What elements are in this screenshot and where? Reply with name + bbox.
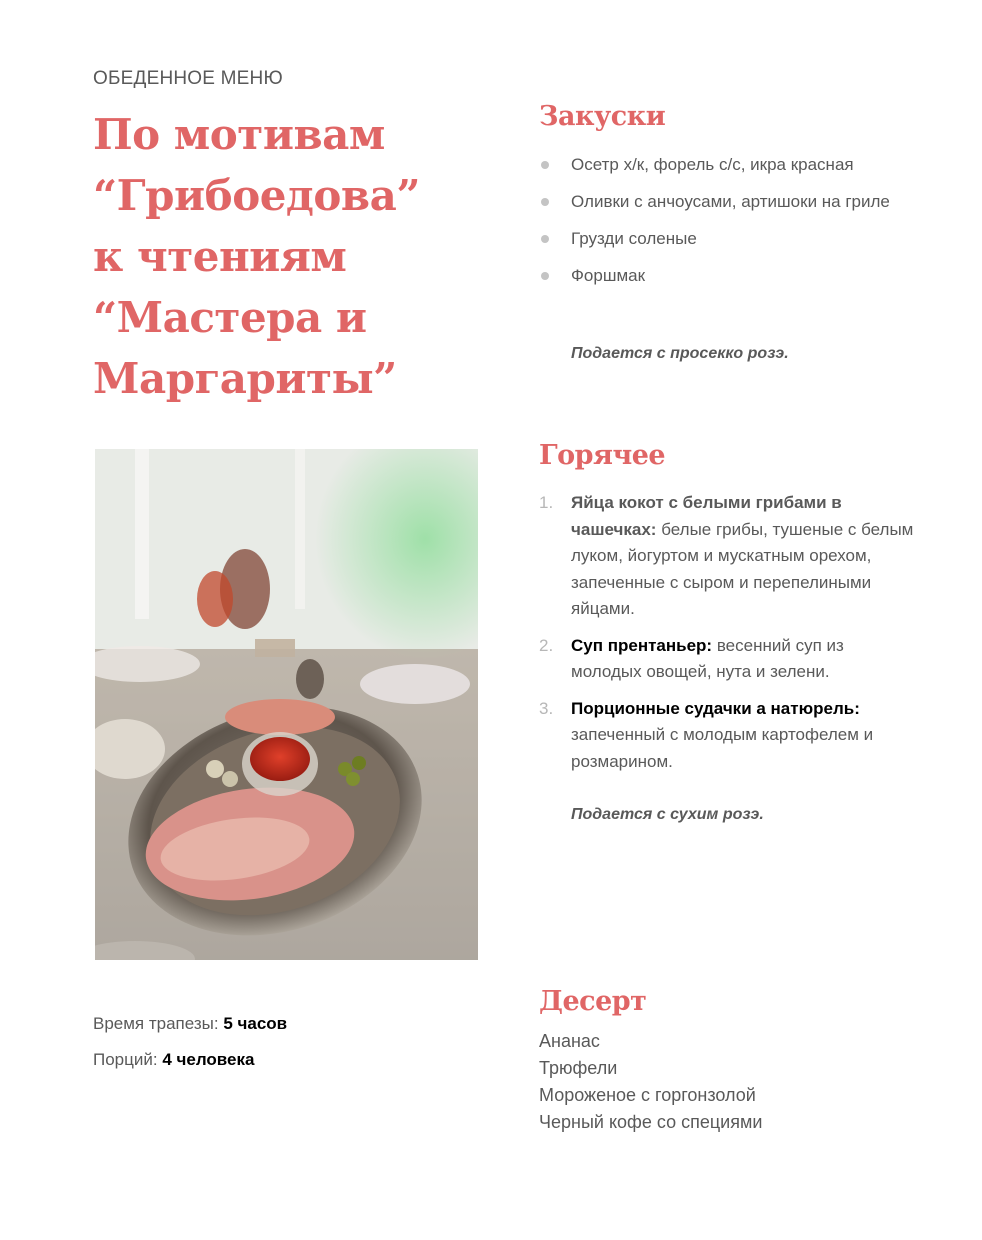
meal-time-label: Время трапезы: — [93, 1014, 219, 1033]
dish-name: Яйца кокот с белыми грибами в чашечках: — [571, 493, 842, 539]
list-item: Форшмак — [539, 263, 909, 289]
list-item: Оливки с анчоусами, артишоки на гриле — [539, 189, 909, 215]
dish-description: запеченный с молодым картофелем и розмарином. — [571, 725, 874, 771]
page-title — [93, 104, 513, 409]
menu-eyebrow: ОБЕДЕННОЕ МЕНЮ — [93, 68, 283, 89]
list-item: Осетр х/к, форель с/с, икра красная — [539, 152, 909, 178]
title-line: По мотивам — [93, 110, 385, 159]
food-photo — [95, 449, 478, 960]
title-line: Маргариты” — [93, 354, 397, 403]
item-number: 3. — [539, 698, 554, 718]
title-line: к чтениям — [93, 232, 347, 281]
dish-description: белые грибы, тушеные с белым луком, йогуртом и мускатным орехом, запеченные с сыром и перепелиными яйцами. — [571, 519, 914, 618]
appetizers-heading: Закуски — [539, 101, 666, 132]
meal-time — [93, 1014, 287, 1034]
dessert-list — [539, 1028, 762, 1136]
list-item: Трюфели — [539, 1058, 618, 1078]
list-item: Мороженое с горгонзолой — [539, 1085, 756, 1105]
item-number: 1. — [539, 493, 554, 512]
portions-value: 4 человека — [162, 1050, 255, 1069]
appetizers-list — [539, 152, 909, 300]
list-item: Ананас — [539, 1031, 600, 1051]
hot-list — [539, 490, 919, 785]
appetizers-note: Подается с просекко розэ. — [571, 345, 789, 362]
portions — [93, 1050, 254, 1070]
dish-name: Порционные судачки а натюрель: — [571, 698, 860, 718]
title-line: “Грибоедова” — [93, 171, 420, 220]
hot-heading: Горячее — [539, 440, 666, 471]
list-item: Черный кофе со специями — [539, 1112, 763, 1132]
meal-time-value: 5 часов — [223, 1014, 288, 1033]
portions-label: Порций: — [93, 1050, 158, 1069]
list-item — [539, 490, 919, 623]
item-number: 2. — [539, 635, 554, 655]
title-line: “Мастера и — [93, 293, 367, 342]
dish-name: Суп прентаньер: — [571, 635, 713, 655]
hot-note: Подается с сухим розэ. — [571, 806, 764, 823]
list-item — [539, 633, 919, 686]
dessert-heading: Десерт — [539, 986, 647, 1017]
list-item: Грузди соленые — [539, 226, 909, 252]
list-item — [539, 696, 919, 776]
dish-description: весенний суп из молодых овощей, нута и зелени. — [571, 635, 844, 681]
